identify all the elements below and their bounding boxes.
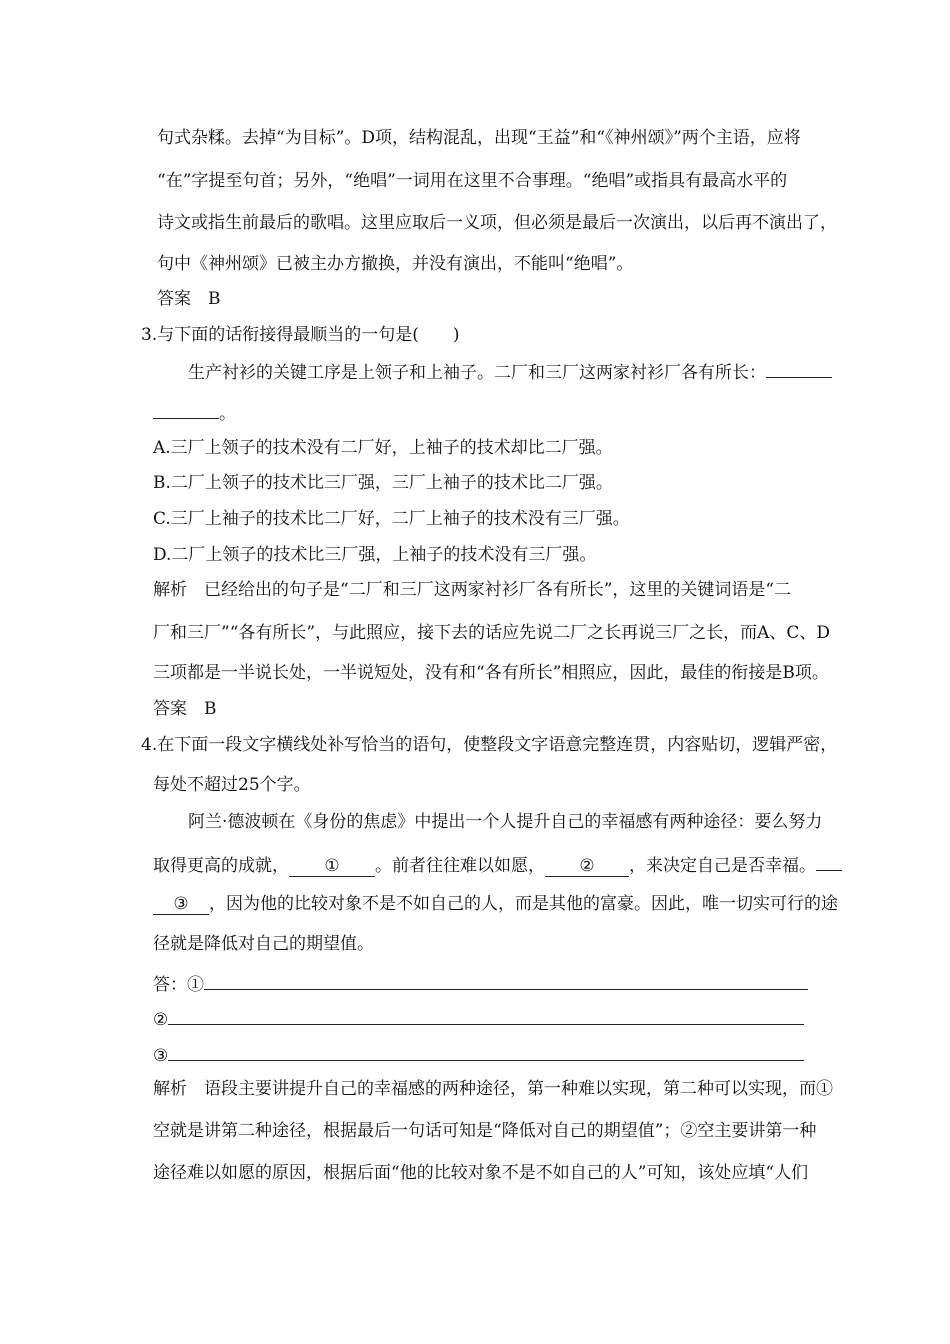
q3-stem: 3.与下面的话衔接得最顺当的一句是( ) — [141, 325, 460, 345]
q4-passage-line-3 — [153, 892, 838, 916]
q3-analysis-line-3: 三项都是一半说长处，一半说短处，没有和“各有所长”相照应，因此，最佳的衔接是B项。 — [153, 663, 829, 683]
q4-answer-line-3[interactable] — [168, 1042, 804, 1061]
q3-fill-blank-1 — [766, 359, 832, 378]
prev-answer: 答案 B — [157, 289, 221, 309]
q3-option-d: D.二厂上领子的技术比三厂强，上袖子的技术没有三厂强。 — [153, 545, 597, 565]
q4-blank-3-start — [816, 852, 842, 871]
q4-blank-3-number: ③ — [173, 894, 189, 914]
q3-analysis-line-1: 解析 已经给出的句子是“二厂和三厂这两家衬衫厂各有所长”，这里的关键词语是“二 — [153, 580, 792, 600]
q4-answer-label-2: ② — [153, 1010, 169, 1030]
q3-passage-text: 生产衬衫的关键工序是上领子和上袖子。二厂和三厂这两家衬衫厂各有所长： — [188, 363, 766, 383]
q3-answer: 答案 B — [153, 699, 217, 719]
prev-explanation-line-2: “在”字提至句首；另外，“绝唱”一词用在这里不合事理。“绝唱”或指具有最高水平的 — [157, 171, 788, 191]
q4-answer-row-2 — [153, 1006, 804, 1032]
q4-passage-line-3-b: ，因为他的比较对象不是不如自己的人，而是其他的富豪。因此，唯一切实可行的途 — [209, 894, 838, 914]
q4-passage-line-4: 径就是降低对自己的期望值。 — [153, 934, 374, 954]
prev-explanation-line-1: 句式杂糅。去掉“为目标”。D项，结构混乱，出现“王益”和“《神州颂》”两个主语，应将 — [157, 128, 801, 148]
q4-passage-line-2-c: ，来决定自己是否幸福。 — [629, 856, 816, 876]
q4-answer-line-2[interactable] — [168, 1006, 804, 1025]
q3-option-b: B.二厂上领子的技术比三厂强，三厂上袖子的技术比二厂强。 — [153, 473, 613, 493]
q4-answer-label-3: ③ — [153, 1046, 169, 1066]
q4-passage-line-2-a: 取得更高的成就， — [153, 856, 289, 876]
q4-analysis-line-1: 解析 语段主要讲提升自己的幸福感的两种途径，第一种难以实现，第二种可以实现，而① — [153, 1079, 833, 1099]
q4-analysis-line-3: 途径难以如愿的原因，根据后面“他的比较对象不是不如自己的人”可知，该处应填“人们 — [153, 1163, 809, 1183]
q3-passage-continued — [153, 400, 236, 426]
q4-answer-label-1: 答：① — [153, 975, 204, 995]
prev-explanation-line-3: 诗文或指生前最后的歌唱。这里应取后一义项，但必须是最后一次演出，以后再不演出了， — [157, 213, 837, 233]
q3-fill-blank-2 — [153, 400, 219, 419]
q4-passage-line-1: 阿兰·德波顿在《身份的焦虑》中提出一个人提升自己的幸福感有两种途径：要么努力 — [188, 812, 823, 832]
prev-explanation-line-4: 句中《神州颂》已被主办方撤换，并没有演出，不能叫“绝唱”。 — [157, 254, 634, 274]
q3-option-a: A.三厂上领子的技术没有二厂好，上袖子的技术却比二厂强。 — [153, 438, 613, 458]
q4-blank-2 — [545, 856, 629, 877]
q4-blank-1 — [289, 856, 375, 877]
q4-stem-line-1: 4.在下面一段文字横线处补写恰当的语句，使整段文字语意完整连贯，内容贴切，逻辑严密， — [141, 735, 838, 755]
q4-answer-row-1 — [153, 971, 808, 997]
q3-passage — [188, 359, 832, 385]
q3-option-c: C.三厂上袖子的技术比二厂好，二厂上袖子的技术没有三厂强。 — [153, 509, 630, 529]
q3-analysis-line-2: 厂和三厂”“各有所长”，与此照应，接下去的话应先说二厂之长再说三厂之长，而A、C、D — [153, 623, 830, 643]
q4-blank-1-number: ① — [324, 856, 340, 876]
q4-passage-line-2 — [153, 852, 842, 878]
q4-answer-row-3 — [153, 1042, 804, 1068]
q4-blank-3 — [153, 894, 209, 915]
q4-analysis-line-2: 空就是讲第二种途径，根据最后一句话可知是“降低对自己的期望值”；②空主要讲第一种 — [153, 1121, 817, 1141]
q3-passage-end: 。 — [219, 404, 236, 424]
q4-blank-2-number: ② — [579, 856, 595, 876]
q4-stem-line-2: 每处不超过25个字。 — [153, 775, 311, 795]
q4-answer-line-1[interactable] — [204, 971, 808, 990]
q4-passage-line-2-b: 。前者往往难以如愿， — [375, 856, 545, 876]
